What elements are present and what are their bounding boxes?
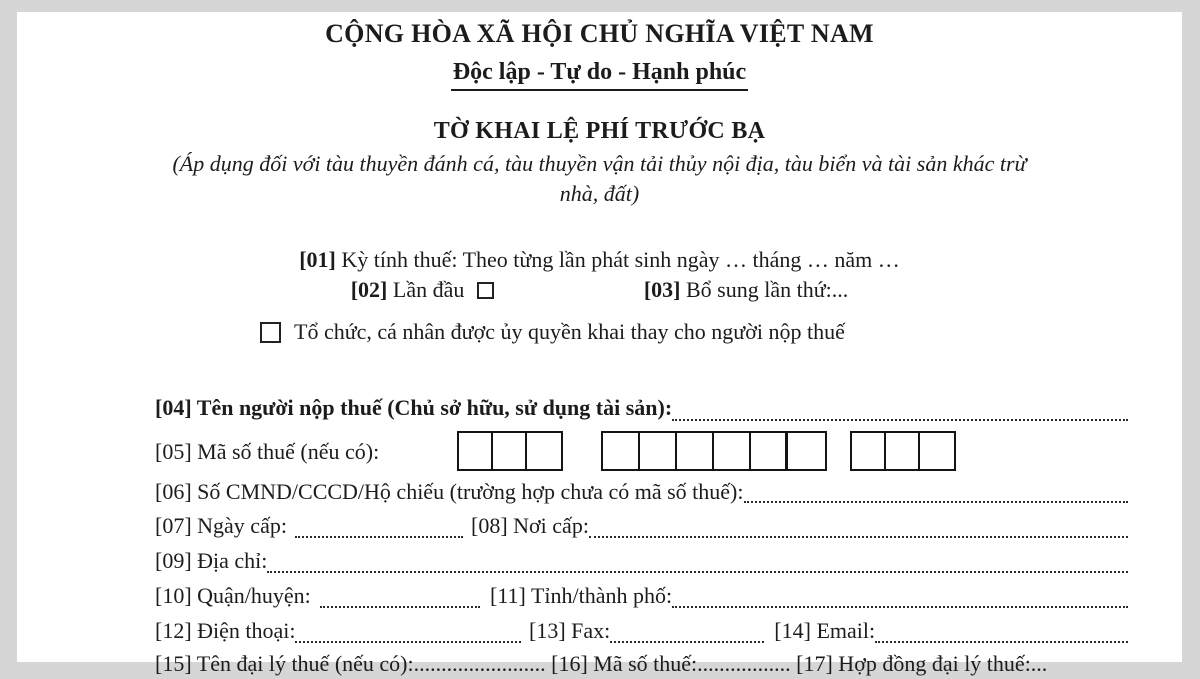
tax-code-cell[interactable] — [459, 433, 493, 469]
tax-code-cell[interactable] — [788, 433, 825, 469]
field-08-label: [08] Nơi cấp: — [471, 513, 589, 538]
item01-number: [01] — [299, 247, 336, 272]
field-10-fill[interactable] — [320, 606, 480, 608]
tax-code-cell[interactable] — [886, 433, 920, 469]
authorized-checkbox-icon[interactable] — [260, 322, 281, 343]
field-14-label: [14] Email: — [774, 618, 876, 643]
tax-code-box-group-1 — [457, 431, 563, 471]
field-05-label: [05] Mã số thuế (nếu có): — [155, 438, 380, 464]
first-time-option — [351, 275, 494, 305]
field-11-fill[interactable] — [672, 606, 1128, 608]
supplement-option — [644, 275, 848, 305]
tax-code-box-group-3 — [850, 431, 956, 471]
field-07-08-row — [155, 509, 1128, 544]
tax-code-cell[interactable] — [920, 433, 954, 469]
field-09-row — [155, 544, 1128, 579]
field-09-label: [09] Địa chỉ: — [155, 548, 268, 573]
national-motto: Độc lập - Tự do - Hạnh phúc — [451, 56, 748, 91]
authorized-label: Tổ chức, cá nhân được ủy quyền khai thay cho người nộp thuế — [294, 319, 845, 344]
item03-number: [03] — [643, 277, 681, 302]
item02-label: Lần đầu — [392, 277, 465, 302]
item01-text: Kỳ tính thuế: Theo từng lần phát sinh ngày … tháng … năm … — [341, 247, 900, 272]
tax-code-cell[interactable] — [603, 433, 640, 469]
form-header — [17, 18, 1182, 209]
field-07-label: [07] Ngày cấp: — [155, 513, 287, 538]
field-14-fill[interactable] — [875, 641, 1128, 643]
form-subtitle-line1: (Áp dụng đối với tàu thuyền đánh cá, tàu thuyền vận tải thủy nội địa, tàu biển và tài sản khác trừ — [172, 151, 1027, 176]
first-time-checkbox-icon[interactable] — [477, 282, 494, 299]
field-12-fill[interactable] — [295, 641, 521, 643]
tax-code-box-group-2 — [601, 431, 827, 471]
tax-code-cell[interactable] — [640, 433, 677, 469]
field-04-fill[interactable] — [672, 419, 1128, 421]
field-12-label: [12] Điện thoại: — [155, 618, 296, 643]
item03-label: Bổ sung lần thứ:... — [686, 277, 849, 302]
clipped-row: [15] Tên đại lý thuế (nếu có):........................ [16] Mã số thuế:................. [17] Hợp đồng đại lý thuế:... — [155, 651, 1048, 676]
authorized-declaration-line — [260, 315, 1182, 349]
taxpayer-fields — [155, 391, 1128, 676]
field-09-fill[interactable] — [267, 571, 1128, 573]
national-title: CỘNG HÒA XÃ HỘI CHỦ NGHĨA VIỆT NAM — [325, 19, 874, 48]
field-06-fill[interactable] — [744, 501, 1129, 503]
field-08-fill[interactable] — [589, 536, 1128, 538]
form-subtitle — [17, 149, 1182, 209]
tax-code-cell[interactable] — [677, 433, 714, 469]
field-05-row — [155, 427, 1128, 475]
tax-code-cell[interactable] — [852, 433, 886, 469]
item02-number: [02] — [350, 277, 388, 302]
field-06-label: [06] Số CMND/CCCD/Hộ chiếu (trường hợp chưa có mã số thuế): — [155, 479, 744, 504]
field-04-label: [04] Tên người nộp thuế (Chủ sở hữu, sử dụng tài sản): — [155, 395, 673, 420]
tax-code-cell[interactable] — [527, 433, 561, 469]
field-13-fill[interactable] — [610, 641, 764, 643]
field-04-row — [155, 391, 1128, 427]
form-title: TỜ KHAI LỆ PHÍ TRƯỚC BẠ — [433, 118, 766, 144]
field-12-13-14-row — [155, 614, 1128, 649]
field-07-fill[interactable] — [295, 536, 463, 538]
field-11-label: [11] Tỉnh/thành phố: — [490, 583, 673, 608]
tax-code-cell[interactable] — [714, 433, 751, 469]
field-13-label: [13] Fax: — [529, 618, 611, 643]
form-page — [17, 12, 1182, 676]
tax-code-cell[interactable] — [751, 433, 788, 469]
tax-code-cell[interactable] — [493, 433, 527, 469]
field-10-11-row — [155, 579, 1128, 614]
tax-period-line — [17, 245, 1182, 275]
field-10-label: [10] Quận/huyện: — [155, 583, 311, 608]
declaration-type-line — [17, 275, 1182, 305]
field-06-row — [155, 475, 1128, 509]
form-subtitle-line2: nhà, đất) — [559, 181, 640, 206]
